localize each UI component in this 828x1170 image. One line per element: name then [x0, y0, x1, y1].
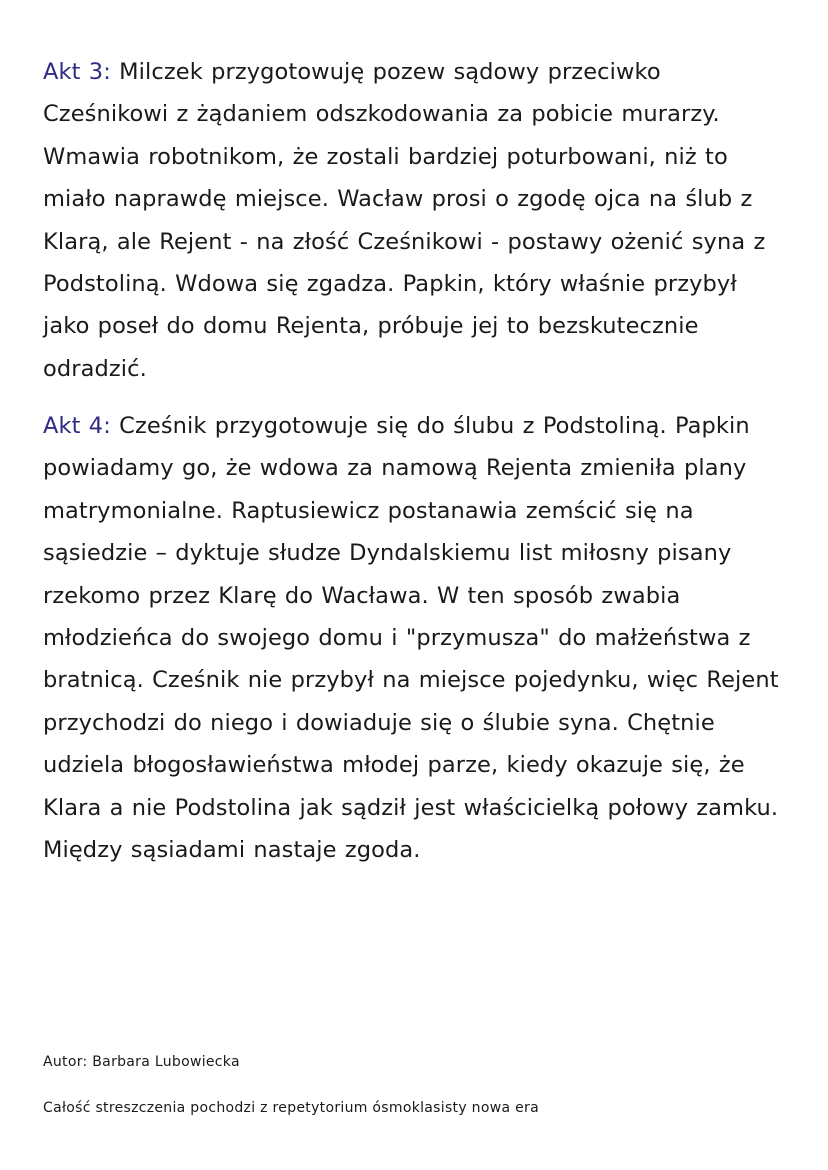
act-4-text: Cześnik przygotowuje się do ślubu z Podstoliną. Papkin powiadamy go, że wdowa za namową Rejenta zmieniła plany matrymonialne. Raptusiewicz postanawia zemścić się na sąsiedzie – dyktuje słudze Dyndalskiemu list miłosny pisany rzekomo przez Klarę do Wacława. W ten sposób zwabia młodzieńca do swojego domu i "przymusza" do małżeństwa z bratnicą. Cześnik nie przybył na miejsce pojedynku, więc Rejent przychodzi do niego i dowiaduje się o ślubie syna. Chętnie udziela błogosławieństwa młodej parze, kiedy okazuje się, że Klara a nie Podstolina jak sądził jest właścicielką połowy zamku. Między sąsiadami nastaje zgoda. [43, 413, 779, 864]
act-4-paragraph [43, 405, 788, 871]
act-3-label: Akt 3: [43, 59, 111, 85]
author-credit: Autor: Barbara Lubowiecka [43, 1054, 240, 1070]
act-3-paragraph [43, 51, 788, 390]
act-4-label: Akt 4: [43, 413, 111, 439]
act-3-text: Milczek przygotowuję pozew sądowy przeciwko Cześnikowi z żądaniem odszkodowania za pobicie murarzy. Wmawia robotnikom, że zostali bardziej poturbowani, niż to miało naprawdę miejsce. Wacław prosi o zgodę ojca na ślub z Klarą, ale Rejent - na złość Cześnikowi - postawy ożenić syna z Podstoliną. Wdowa się zgadza. Papkin, który właśnie przybył jako poseł do domu Rejenta, próbuje jej to bezskutecznie odradzić. [43, 59, 766, 382]
source-note: Całość streszczenia pochodzi z repetytorium ósmoklasisty nowa era [43, 1100, 539, 1116]
